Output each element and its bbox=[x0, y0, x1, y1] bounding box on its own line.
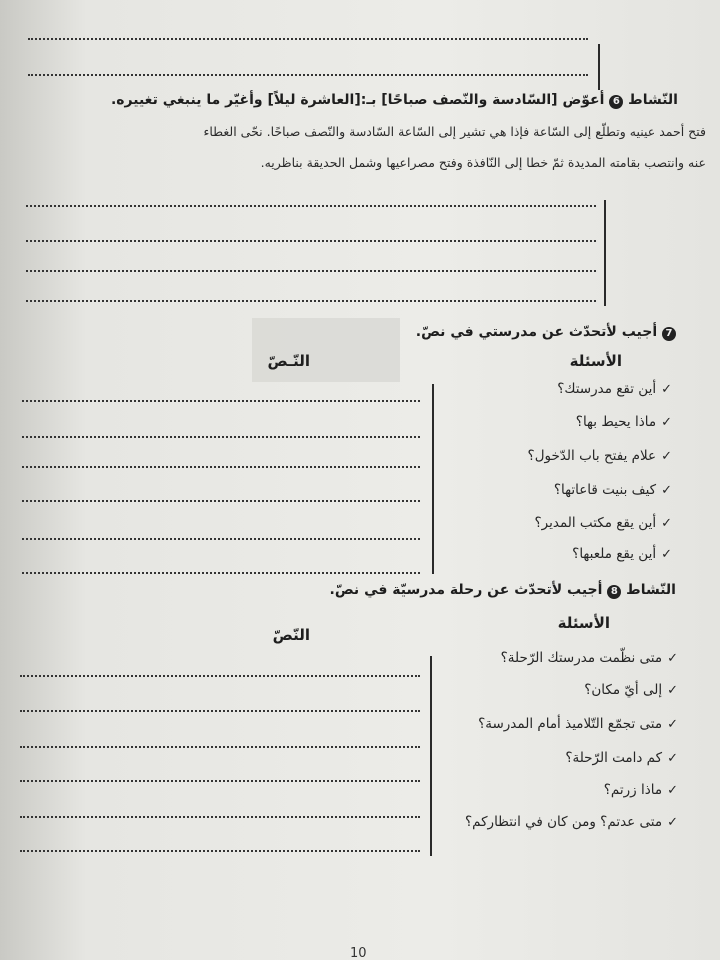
checkmark-icon: ✓ bbox=[667, 815, 678, 830]
question-item: ✓ماذا يحيط بها؟ bbox=[575, 414, 672, 430]
checkmark-icon: ✓ bbox=[667, 717, 678, 732]
activity7-questions-header: الأسئلة bbox=[569, 352, 622, 370]
activity6-text-line2: عنه وانتصب بقامته المديدة ثمّ خطا إلى النّافذة وفتح مصراعيها وشمل الحديقة بناظريه. bbox=[260, 155, 706, 170]
checkmark-icon: ✓ bbox=[661, 483, 672, 498]
answer-line[interactable] bbox=[20, 816, 420, 818]
column-divider bbox=[432, 384, 434, 574]
answer-line[interactable] bbox=[26, 300, 596, 302]
question-item: ✓أين تقع مدرستك؟ bbox=[557, 381, 672, 397]
activity7-number-badge: 7 bbox=[662, 327, 676, 341]
answer-line[interactable] bbox=[22, 400, 420, 402]
question-item: ✓متى تجمّع التّلاميذ أمام المدرسة؟ bbox=[478, 716, 678, 732]
answer-line[interactable] bbox=[28, 38, 588, 40]
activity6-instruction: أعوّض [السّادسة والنّصف صباحًا] بـ:[العاشرة ليلاً] وأغيّر ما ينبغي تغييره. bbox=[110, 92, 605, 108]
question-item: ✓كم دامت الرّحلة؟ bbox=[565, 750, 678, 766]
margin-rule bbox=[604, 200, 606, 306]
checkmark-icon: ✓ bbox=[661, 449, 672, 464]
checkmark-icon: ✓ bbox=[661, 547, 672, 562]
activity8-questions-header: الأسئلة bbox=[557, 614, 610, 632]
answer-line[interactable] bbox=[20, 746, 420, 748]
activity8-heading bbox=[330, 582, 676, 599]
page-number: 10 bbox=[350, 946, 367, 960]
question-item: ✓ماذا زرتم؟ bbox=[603, 782, 678, 798]
checkmark-icon: ✓ bbox=[661, 516, 672, 531]
question-item: ✓أين يقع مكتب المدير؟ bbox=[534, 515, 672, 531]
activity8-instruction: أجيب لأتحدّث عن رحلة مدرسيّة في نصّ. bbox=[329, 582, 603, 598]
activity6-number-badge: 6 bbox=[609, 95, 623, 109]
faded-picture bbox=[252, 318, 400, 382]
checkmark-icon: ✓ bbox=[661, 415, 672, 430]
activity7-instruction: أجيب لأتحدّث عن مدرستي في نصّ. bbox=[415, 324, 658, 340]
activity8-label: النّشاط bbox=[626, 582, 676, 598]
answer-line[interactable] bbox=[20, 780, 420, 782]
activity8-text-header: النّصّ bbox=[272, 626, 310, 644]
activity7-heading bbox=[416, 324, 676, 341]
answer-line[interactable] bbox=[22, 572, 420, 574]
answer-line[interactable] bbox=[20, 850, 420, 852]
activity6-heading bbox=[111, 92, 678, 109]
activity8-number-badge: 8 bbox=[607, 585, 621, 599]
activity6-text-line1: فتح أحمد عينيه وتطلّع إلى السّاعة فإذا هي تشير إلى السّاعة السّادسة والنّصف صباحًا. نحّى الغطاء bbox=[203, 124, 706, 139]
checkmark-icon: ✓ bbox=[667, 751, 678, 766]
answer-line[interactable] bbox=[26, 205, 596, 207]
checkmark-icon: ✓ bbox=[667, 651, 678, 666]
answer-line[interactable] bbox=[28, 74, 588, 76]
answer-line[interactable] bbox=[22, 466, 420, 468]
answer-line[interactable] bbox=[20, 675, 420, 677]
answer-line[interactable] bbox=[22, 500, 420, 502]
question-item: ✓أين يقع ملعبها؟ bbox=[572, 546, 672, 562]
question-item: ✓متى نظّمت مدرستك الرّحلة؟ bbox=[500, 650, 678, 666]
margin-rule bbox=[598, 44, 600, 90]
answer-line[interactable] bbox=[26, 240, 596, 242]
answer-line[interactable] bbox=[26, 270, 596, 272]
question-item: ✓كيف بنيت قاعاتها؟ bbox=[553, 482, 672, 498]
activity6-label: النّشاط bbox=[628, 92, 678, 108]
activity7-text-header: النّـصّ bbox=[267, 352, 310, 370]
answer-line[interactable] bbox=[20, 710, 420, 712]
question-item: ✓متى عدتم؟ ومن كان في انتظاركم؟ bbox=[464, 814, 678, 830]
question-item: ✓علام يفتح باب الدّخول؟ bbox=[527, 448, 672, 464]
checkmark-icon: ✓ bbox=[667, 683, 678, 698]
checkmark-icon: ✓ bbox=[661, 382, 672, 397]
question-item: ✓إلى أيّ مكان؟ bbox=[584, 682, 678, 698]
column-divider bbox=[430, 656, 432, 856]
answer-line[interactable] bbox=[22, 538, 420, 540]
answer-line[interactable] bbox=[22, 436, 420, 438]
checkmark-icon: ✓ bbox=[667, 783, 678, 798]
